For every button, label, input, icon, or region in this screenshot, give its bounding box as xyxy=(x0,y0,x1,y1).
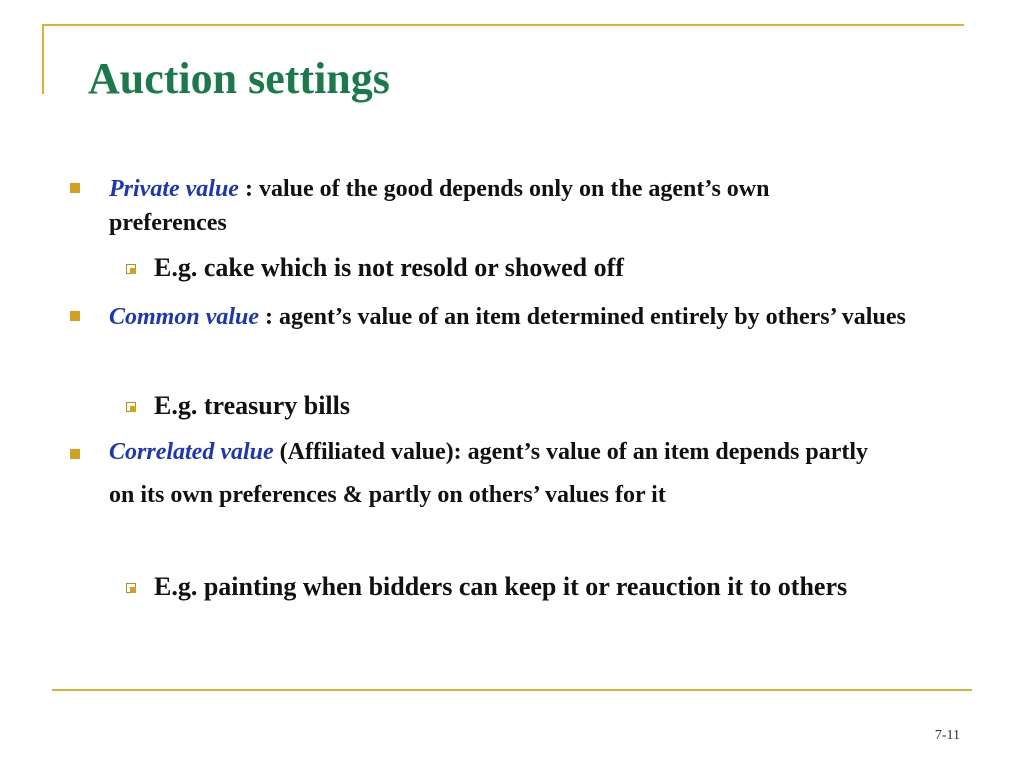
bullet-square-icon xyxy=(70,449,80,459)
sub-bullet-text: E.g. painting when bidders can keep it or reauction it to others xyxy=(154,572,848,601)
sub-bullet-box-icon xyxy=(126,402,136,412)
bullet-private-value xyxy=(109,172,889,240)
term-common-value: Common value xyxy=(109,304,260,330)
bullet-text: : agent’s value of an item determined entirely by others’ values xyxy=(259,304,906,330)
sub-bullet-box-icon xyxy=(126,264,136,274)
bullet-correlated-value xyxy=(109,431,869,517)
bullet-common-value xyxy=(109,296,929,339)
footer-rule xyxy=(52,689,972,691)
term-private-value: Private value xyxy=(109,176,239,202)
bullet-square-icon xyxy=(70,311,80,321)
sub-bullet-text: E.g. treasury bills xyxy=(154,391,350,420)
sub-bullet-box-icon xyxy=(126,583,136,593)
sub-bullet-text: E.g. cake which is not resold or showed off xyxy=(154,253,624,282)
bullet-text: (Affiliated value): agent’s value of an item depends partly on its own preferences & partly on others’ values for it xyxy=(109,439,869,508)
slide-title: Auction settings xyxy=(88,54,390,103)
bullet-text: : value of the good depends only on the agent’s own preferences xyxy=(109,176,770,236)
bullet-square-icon xyxy=(70,183,80,193)
term-correlated-value: Correlated value xyxy=(109,439,274,465)
slide-number: 7-11 xyxy=(934,728,960,743)
